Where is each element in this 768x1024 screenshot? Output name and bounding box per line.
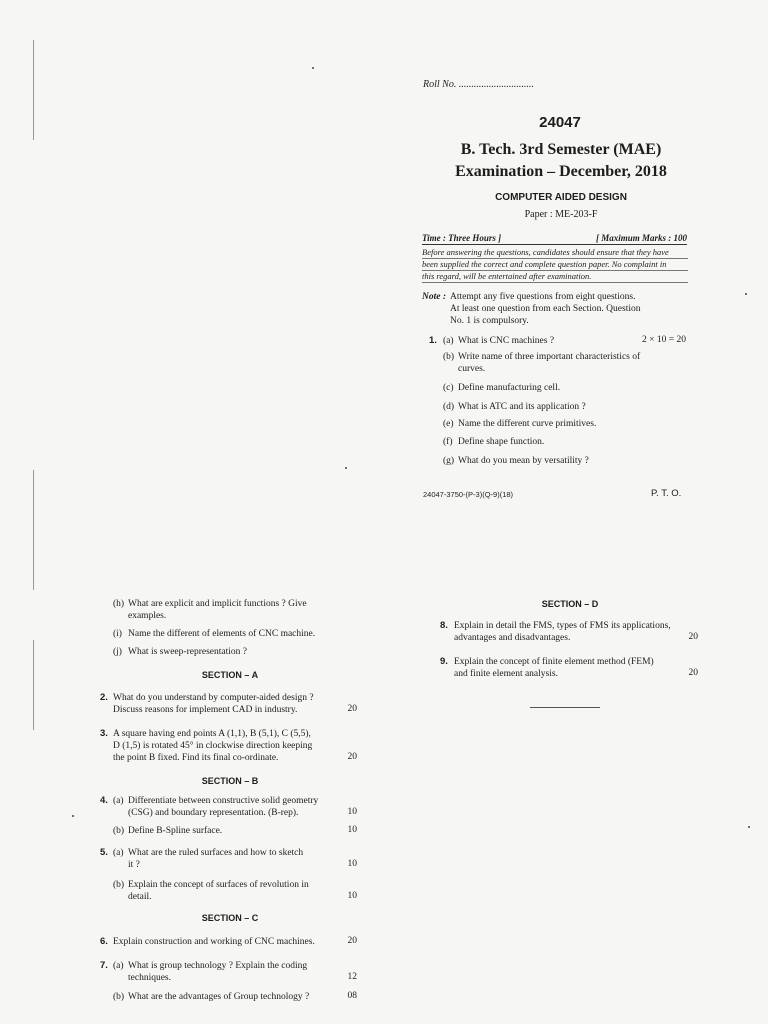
part-text: What is ATC and its application ? <box>458 402 586 412</box>
question-number: 5. <box>100 847 108 858</box>
part-text: (CSG) and boundary representation. (B-rep). <box>128 808 299 818</box>
margin-binding-line <box>33 470 34 590</box>
section-a-heading: SECTION – A <box>201 670 259 680</box>
question-marks: 20 <box>347 704 357 714</box>
q7-part-b <box>113 991 343 1005</box>
question-marks: 10 <box>347 859 357 869</box>
question-text: D (1,5) is rotated 45° in clockwise direction keeping <box>113 741 313 751</box>
maximum-marks: [ Maximum Marks : 100 <box>595 233 687 243</box>
note <box>422 291 688 327</box>
part-text: Define B-Spline surface. <box>128 826 223 836</box>
part-text: curves. <box>458 364 486 374</box>
scan-speck <box>745 293 747 295</box>
pto: P. T. O. <box>651 488 682 499</box>
part-text: Name the different of elements of CNC machine. <box>128 629 316 639</box>
question-text: advantages and disadvantages. <box>454 633 571 643</box>
question-text: Explain the concept of finite element method (FEM) <box>454 657 654 667</box>
question-text: Discuss reasons for implement CAD in industry. <box>113 705 298 715</box>
note-line: No. 1 is compulsory. <box>450 316 529 326</box>
instruction-line: Before answering the questions, candidates should ensure that they have <box>422 247 669 257</box>
question-number: 2. <box>100 692 108 703</box>
part-tag: (d) <box>443 402 455 412</box>
instruction-rule <box>422 258 688 259</box>
paper-code: 24047 <box>539 114 581 131</box>
question-number: 1. <box>429 335 437 346</box>
degree-title: B. Tech. 3rd Semester (MAE) <box>460 141 662 158</box>
q1-part-i <box>113 628 363 642</box>
part-tag: (h) <box>113 599 125 609</box>
scan-speck <box>312 67 314 69</box>
part-tag: (j) <box>113 647 122 657</box>
scan-speck <box>345 467 347 469</box>
part-text: detail. <box>128 892 152 902</box>
part-tag: (b) <box>113 826 125 836</box>
question-text: Explain construction and working of CNC machines. <box>113 937 315 947</box>
question-number: 3. <box>100 728 108 739</box>
question-marks: 20 <box>688 632 698 642</box>
exam-title: Examination – December, 2018 <box>455 163 667 180</box>
question-marks: 20 <box>347 936 357 946</box>
q1-part-b <box>443 351 688 377</box>
question-marks: 08 <box>347 991 357 1001</box>
part-tag: (c) <box>443 383 454 393</box>
part-tag: (a) <box>113 961 124 971</box>
question-number: 8. <box>440 620 448 631</box>
part-tag: (a) <box>113 796 124 806</box>
instruction-box <box>422 246 688 282</box>
question-number: 4. <box>100 795 108 806</box>
question-marks: 20 <box>688 668 698 678</box>
question-text: the point B fixed. Find its final co-ordinate. <box>113 753 279 763</box>
subject-title: COMPUTER AIDED DESIGN <box>495 192 627 203</box>
part-text: techniques. <box>128 973 172 983</box>
time-marks-line <box>422 233 687 245</box>
question-text: A square having end points A (1,1), B (5,1), C (5,5), <box>113 729 311 739</box>
paper-number: Paper : ME-203-F <box>524 209 598 220</box>
q1-part-f <box>443 436 688 450</box>
time-allowed: Time : Three Hours ] <box>422 233 502 243</box>
footer-code: 24047-3750-(P-3)(Q-9)(18) <box>423 490 514 499</box>
part-text: Define manufacturing cell. <box>458 383 561 393</box>
question-number: 7. <box>100 960 108 971</box>
q1-part-h <box>113 598 363 624</box>
question-marks: 12 <box>347 972 357 982</box>
instruction-rule <box>422 282 688 283</box>
part-tag: (f) <box>443 437 453 447</box>
question-number: 6. <box>100 936 108 947</box>
q1-part-e <box>443 418 688 432</box>
question-marks: 10 <box>347 825 357 835</box>
part-tag: (g) <box>443 456 455 466</box>
q1-part-j <box>113 646 363 660</box>
question-text: Explain in detail the FMS, types of FMS its applications, <box>454 621 671 631</box>
part-tag: (a) <box>443 336 454 346</box>
note-line: At least one question from each Section. Question <box>450 304 641 314</box>
part-text: What are the ruled surfaces and how to sketch <box>128 848 304 858</box>
section-d-heading: SECTION – D <box>541 599 599 609</box>
part-text: Name the different curve primitives. <box>458 419 597 429</box>
part-text: What is group technology ? Explain the coding <box>128 961 308 971</box>
part-tag: (b) <box>113 992 125 1002</box>
question-marks: 20 <box>347 752 357 762</box>
part-tag: (e) <box>443 419 454 429</box>
part-text: Define shape function. <box>458 437 545 447</box>
part-text: Write name of three important characteristics of <box>458 352 641 362</box>
q1-part-g <box>443 455 688 469</box>
question-text: What do you understand by computer-aided design ? <box>113 693 314 703</box>
scan-speck <box>748 826 750 828</box>
instruction-rule <box>422 270 688 271</box>
instruction-line: this regard, will be entertained after examination. <box>422 271 592 281</box>
part-tag: (i) <box>113 629 122 639</box>
question-text: and finite element analysis. <box>454 669 558 679</box>
question-marks: 10 <box>347 807 357 817</box>
q1-part-d <box>443 401 688 415</box>
note-line: Attempt any five questions from eight questions. <box>450 292 636 302</box>
roll-number: Roll No. .............................. <box>423 79 534 90</box>
scan-speck <box>72 815 74 817</box>
question-marks: 10 <box>347 891 357 901</box>
part-text: What do you mean by versatility ? <box>458 456 589 466</box>
question-6 <box>113 936 343 948</box>
section-c-heading: SECTION – C <box>201 913 259 923</box>
part-tag: (a) <box>113 848 124 858</box>
part-text: What is CNC machines ? <box>458 336 555 346</box>
section-b-heading: SECTION – B <box>201 776 259 786</box>
part-text: Explain the concept of surfaces of revolution in <box>128 880 309 890</box>
part-tag: (b) <box>113 880 125 890</box>
part-text: it ? <box>128 860 140 870</box>
margin-binding-line <box>33 40 34 140</box>
part-text: examples. <box>128 611 167 621</box>
part-text: What are explicit and implicit functions ? Give <box>128 599 307 609</box>
part-text: Differentiate between constructive solid geometry <box>128 796 319 806</box>
note-label: Note : <box>422 292 447 302</box>
part-tag: (b) <box>443 352 455 362</box>
part-text: What are the advantages of Group technology ? <box>128 992 310 1002</box>
q1-part-c <box>443 382 688 396</box>
question-number: 9. <box>440 656 448 667</box>
question-marks: 2 × 10 = 20 <box>642 335 686 345</box>
part-text: What is sweep-representation ? <box>128 647 247 657</box>
instruction-line: been supplied the correct and complete question paper. No complaint in <box>422 259 667 269</box>
margin-binding-line <box>33 640 34 730</box>
end-rule <box>530 707 600 708</box>
